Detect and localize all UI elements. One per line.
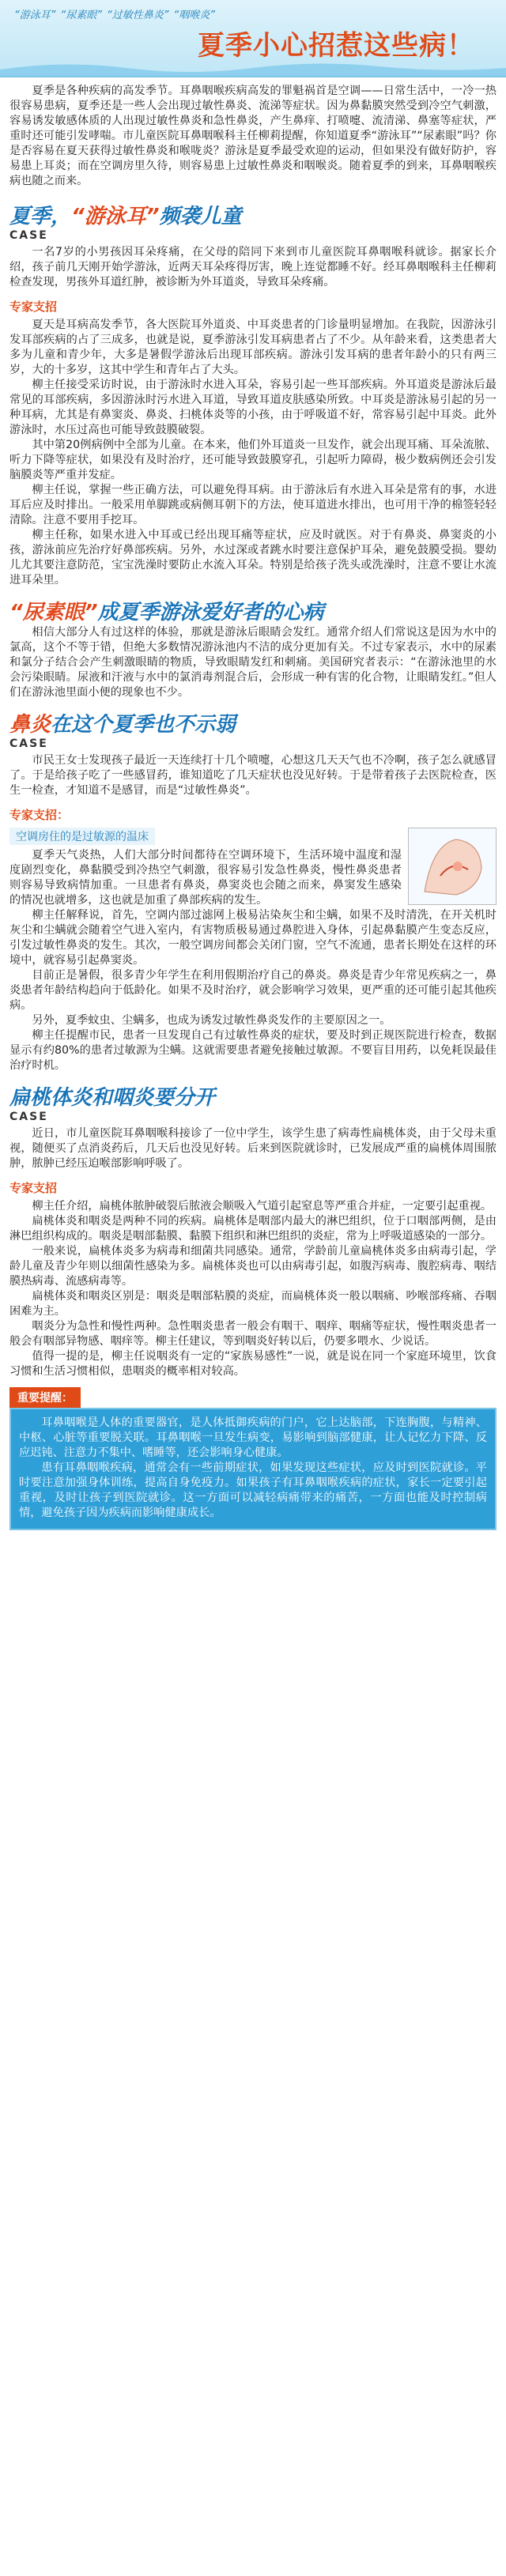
section-urea-eye xyxy=(0,596,506,700)
section-title xyxy=(9,1081,497,1111)
paragraph: 扁桃体炎和咽炎区别是：咽炎是咽部粘膜的炎症，而扁桃体炎一般以咽痛、吵喉部疼痛、吞咽困难为主。 xyxy=(9,1290,497,1318)
reminder-box xyxy=(9,1408,497,1530)
paragraph: 咽炎分为急性和慢性两种。急性咽炎患者一般会有咽干、咽痒、咽痛等症状，慢性咽炎患者一般会有咽部异物感、咽痒等。柳主任建议，等到咽炎好转以后，仍要多喂水、少说话。 xyxy=(9,1320,497,1348)
section-title xyxy=(9,200,497,229)
intro-section xyxy=(0,77,506,197)
tag-rhinitis: “过敏性鼻炎” xyxy=(106,9,169,21)
page-title: 夏季小心招惹这些病！ xyxy=(198,30,474,62)
paragraph: 另外，夏季蚊虫、尘螨多，也成为诱发过敏性鼻炎发作的主要原因之一。 xyxy=(32,1014,391,1027)
section-title-highlight: “游泳耳” xyxy=(71,205,160,228)
intro-text: 夏季是各种疾病的高发季节。耳鼻咽喉疾病高发的罪魁祸首是空调——日常生活中，一冷一热很容易患病，夏季还是一些人会出现过敏性鼻炎、流涕等症状。因为鼻黏膜突然受到冷空气刺激，容易诱发敏感体质的人出现过敏性鼻炎和急性鼻炎，产生鼻痒、打喷嚏、流清涕、鼻塞等症状，严重时还可能引发哮喘。市儿童医院耳鼻咽喉科主任柳莉提醒，你知道夏季“游泳耳”“尿素眼”吗？你是否容易在夏天获得过敏性鼻炎和喉咙炎？游泳是夏季最受欢迎的运动，但如果没有做好防护，容易患上耳炎；而在空调房里久待，则容易患上过敏性鼻炎和咽喉炎。随着夏季的到来，耳鼻咽喉疾病也随之而来。 xyxy=(9,85,497,187)
reminder-paragraph: 患有耳鼻咽喉疾病，通常会有一些前期症状，如果发现这些症状，应及时到医院就诊。平时要注意加强身体训练，提高自身免疫力。如果孩子有耳鼻咽喉疾病的症状，家长一定要引起重视，及时让孩子到医院就诊。这一方面可以减轻病痛带来的痛苦，一方面也能及时控制病情，避免孩子因为疾病而影响健康成长。 xyxy=(19,1461,487,1519)
section-title xyxy=(9,596,497,625)
tag-pharyngitis: “咽喉炎” xyxy=(173,9,215,21)
paragraph: 柳主任介绍，扁桃体脓肿破裂后脓液会顺吸入气道引起窒息等严重合并症，一定要引起重视。 xyxy=(32,1200,493,1213)
reminder-paragraph: 耳鼻咽喉是人体的重要器官，是人体抵御疾病的门户，它上达脑部，下连胸腹，与精神、中枢、心脏等重要脱关联。耳鼻咽喉一旦发生病变，易影响到脑部健康，让人记忆力下降、反应迟钝、注意力不集中、嗜睡等，还会影响身心健康。 xyxy=(19,1416,487,1459)
paragraph: 柳主任解释说，首先，空调内部过滤网上极易沾染灰尘和尘螨，如果不及时清洗，在开关机时灰尘和尘螨就会随着空气进入室内，有害物质极易通过鼻腔进入身体，引起鼻黏膜产生变态反应，引发过敏性鼻炎的发生。其次，一般空调房间都会关闭门窗，空气不流通，患者长期处在这样的环境中，就容易引起鼻窦炎。 xyxy=(9,909,497,967)
paragraph: 扁桃体炎和咽炎是两种不同的疾病。扁桃体是咽部内最大的淋巴组织，位于口咽部两侧，是由淋巴组织构成的。咽炎是咽部黏膜、黏膜下组织和淋巴组织的炎症，常为上呼吸道感染的一部分。 xyxy=(9,1215,497,1243)
section-tonsillitis xyxy=(0,1081,506,1379)
paragraph: 目前正是暑假，很多青少年学生在利用假期治疗自己的鼻炎。鼻炎是青少年常见疾病之一，鼻炎患者年龄结构趋向于低龄化。如果不及时治疗，就会影响学习效果，更严重的还可能引起其他疾病。 xyxy=(9,969,497,1012)
paragraph: 其中第20例病例中全部为儿童。在本来，他们外耳道炎一旦发作，就会出现耳痛、耳朵流脓、听力下降等症状，如果没有及时治疗，还可能导致鼓膜穿孔，引起听力障碍，极少数病例还会引发脑膜炎等严重并发症。 xyxy=(9,439,497,481)
disease-tags xyxy=(14,6,215,21)
section-title-pre: 夏季， xyxy=(9,205,72,228)
section-title-highlight: 鼻炎 xyxy=(9,713,51,737)
reminder-label: 重要提醒： xyxy=(9,1387,81,1408)
nose-diagram-illustration xyxy=(408,828,497,905)
section-title-post: 成夏季游泳爱好者的心病 xyxy=(97,601,324,624)
paragraph: 一般来说，扁桃体炎多为病毒和细菌共同感染。通常，学龄前儿童扁桃体炎多由病毒引起，学龄儿童及青少年则以细菌性感染为多。扁桃体炎也可以由病毒引起，如腹泻病毒、腹腔病毒、咽结膜热病毒、流感病毒等。 xyxy=(9,1245,497,1288)
header-banner xyxy=(0,0,506,77)
section-title-highlight: “尿素眼” xyxy=(9,601,98,624)
paragraph: 柳主任接受采访时说，由于游泳时水进入耳朵，容易引起一些耳部疾病。外耳道炎是游泳后最常见的耳部疾病，多因游泳时污水进入耳道，导致耳道皮肤感染所致。中耳炎是游泳易引起的另一种耳病，尤其是有鼻窦炎、鼻炎、扫桃体炎等的小孩，由于呼吸道不好，常容易引起中耳炎。此外游泳时，水压过高也可能导致鼓膜破裂。 xyxy=(9,379,497,436)
section-title-post: 频袭儿童 xyxy=(159,205,242,228)
subheading: 空调房住的是过敏源的温床 xyxy=(9,828,155,845)
tag-swimmer-ear: “游泳耳” xyxy=(14,9,56,21)
section-title-post: 扁桃体炎和咽炎要分开 xyxy=(9,1086,216,1110)
case-text: 近日，市儿童医院耳鼻咽喉科接诊了一位中学生，该学生患了病毒性扁桃体炎，由于父母未重视，随便买了点消炎药后，几天后也没见好转。后来到医院就诊时，已发展成严重的扁桃体周围脓肿，脓肿已经压迫喉部影响呼吸了。 xyxy=(9,1127,497,1170)
paragraph: 值得一提的是，柳主任说咽炎有一定的“家族易感性”一说，就是说在同一个家庭环境里，饮食习惯和生活习惯相似，患咽炎的概率相对较高。 xyxy=(9,1350,497,1378)
case-label: CASE xyxy=(9,737,48,750)
paragraph: 柳主任提醒市民，患者一旦发现自己有过敏性鼻炎的症状，要及时到正规医院进行检查，数据显示有约80%的患者过敏源为尘螨。这就需要患者避免接触过敏源。不要盲目用药，以免耗误最佳治疗时机。 xyxy=(9,1029,497,1072)
expert-heading: 专家支招 xyxy=(9,300,58,314)
paragraph: 夏天是耳病高发季节，各大医院耳外道炎、中耳炎患者的门诊量明显增加。在我院，因游泳引发耳部疾病的占了三成多，也就是说，夏季游泳引发耳病患者占了不少。从年龄来看，这类患者大多为儿童和青少年，大多是暑假学游泳后出现耳部疾病。游泳引发耳病的患者年龄小的只有两三岁，大的十多岁，这其中学生和青年占了大头。 xyxy=(9,319,497,376)
case-label: CASE xyxy=(9,1111,48,1123)
case-text: 市民王女士发现孩子最近一天连续打十几个喷嚏，心想这几天天气也不冷啊，孩子怎么就感冒了。于是给孩子吃了一些感冒药，谁知道吃了几天症状也没见好转。于是带着孩子去医院检查，医生一检查，才知道不是感冒，而是“过敏性鼻炎”。 xyxy=(9,754,497,797)
section-title-post: 在这个夏季也不示弱 xyxy=(51,713,236,737)
wave-decoration xyxy=(0,58,506,76)
expert-heading: 专家支招： xyxy=(9,808,70,822)
paragraph: 柳主任称，如果水进入中耳或已经出现耳痛等症状，应及时就医。对于有鼻炎、鼻窦炎的小孩，游泳前应先治疗好鼻部疾病。另外，水过深或者跳水时要注意保护耳朵，避免鼓膜受损。婴幼儿尤其要注意防范，宝宝洗澡时要防止水流入耳朵。特别是给孩子洗头或洗澡时，注意不要让水流进耳朵里。 xyxy=(9,529,497,586)
paragraph: 柳主任说，掌握一些正确方法，可以避免得耳病。由于游泳后有水进入耳朵是常有的事，水进耳后应及时排出。一般采用单脚跳或病侧耳朝下的方法，使耳道进水排出，也可用干净的棉签轻轻清除。注意不要用手挖耳。 xyxy=(9,484,497,526)
paragraph: 夏季天气炎热，人们大部分时间都待在空调环境下，生活环境中温度和湿度剧烈变化，鼻黏膜受到冷热空气刺激，很容易引发急性鼻炎，慢性鼻炎患者则容易导致病情加重。一旦患者有鼻炎，鼻窦炎也会随之而来，鼻窦发生感染的情况也就增多，这也就是加重了鼻部疾病的发生。 xyxy=(9,849,402,907)
tag-urea-eye: “尿素眼” xyxy=(60,9,102,21)
paragraph: 相信大部分人有过这样的体验，那就是游泳后眼睛会发红。通常介绍人们常说这是因为水中的氯高，这个不等于错，但绝大多数情况游泳池内不洁的成分更加有关。不过专家表示，水中的尿素和氯分子结合会产生刺激眼睛的物质，导致眼睛发红和刺痛。美国研究者表示：“在游泳池里的水会污染眼睛。尿液和汗液与水中的氯消毒剂混合后，会形成一种有害的化合物，让眼睛发红。”但人们在游泳池里面小便的现象也不少。 xyxy=(9,626,497,699)
section-swimmer-ear xyxy=(0,200,506,588)
section-title xyxy=(9,708,497,737)
case-label: CASE xyxy=(9,229,48,242)
expert-heading: 专家支招 xyxy=(9,1181,58,1195)
section-rhinitis xyxy=(0,708,506,1073)
case-text: 一名7岁的小男孩因耳朵疼痛，在父母的陪同下来到市儿童医院耳鼻咽喉科就诊。据家长介绍，孩子前几天刚开始学游泳，近两天耳朵疼得厉害，晚上连觉都睡不好。经耳鼻咽喉科主任柳莉检查发现，男孩外耳道红肿，被诊断为外耳道炎，导致耳朵疼痛。 xyxy=(9,246,497,289)
